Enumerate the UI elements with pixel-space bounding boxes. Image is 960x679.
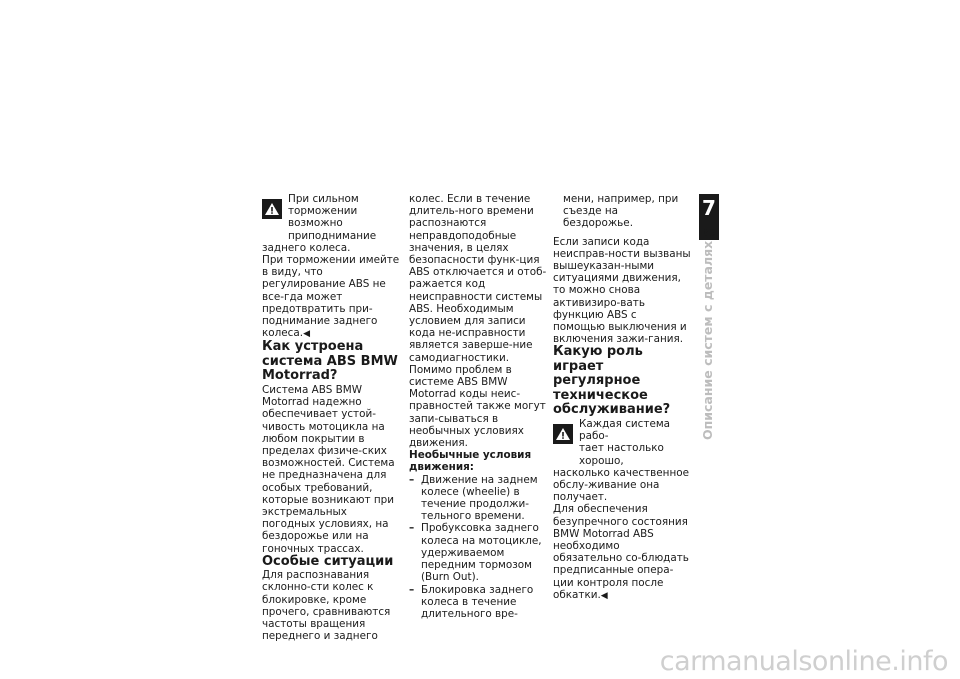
text-column-2 (409, 193, 547, 620)
text-column-3 (553, 193, 691, 602)
warning-block-1 (262, 193, 402, 242)
list-item-continuation: мени, например, при съезде на бездорожье. (563, 193, 679, 230)
warning-text-rest: насколько качественное обслу-живание она получает. (553, 466, 690, 504)
section-heading: Какую роль играет регулярное техническое обслуживание? (553, 344, 671, 418)
paragraph: колес. Если в течение длитель-ного времени распознаются неправдоподобные значения, в целях безопасности функ-ция ABS отключается и отоб-ражается код неисправности системы ABS. Необходимым условием для записи кода не-исправности является заверше-ние самодиагностики. (409, 193, 547, 364)
text-column-1 (262, 193, 402, 643)
warning-triangle-icon (553, 424, 573, 444)
warning-text-line: тает настолько хорошо, (579, 442, 664, 467)
list-item: – Пробуксовка заднего колеса на мотоцикле, удерживаемом передним тормозом (Burn Out). (409, 522, 547, 583)
list-item: – Движение на заднем колесе (wheelie) в течение продолжи-тельного времени. (409, 474, 547, 523)
paragraph: Для распознавания склонно-сти колес к блокировке, кроме прочего, сравниваются частоты вращения переднего и заднего (262, 569, 391, 643)
chapter-side-title: Описание систем с деталях (700, 240, 715, 440)
paragraph: Для обеспечения безупречного состояния BMW Motorrad ABS необходимо обязательно со-блюдать предписанные опера-ции контроля после обкатки.◀ (553, 503, 689, 601)
warning-triangle-icon (262, 199, 282, 219)
end-mark-icon: ◀ (303, 329, 310, 340)
paragraph: Система ABS BMW Motorrad надежно обеспечивает устой-чивость мотоцикла на любом покрытии в пределах физиче-ских возможностей. Система не предназначена для особых требований, которые возникают при экстремальных погодных условиях, на бездорожье или на гоночных трассах. (262, 383, 395, 555)
warning-text-rest: заднего колеса. (262, 241, 351, 254)
warning-text-line: При сильном торможении (288, 193, 359, 218)
section-heading: Особые ситуации (262, 553, 394, 569)
paragraph: При торможении имейте в виду, что регулирование ABS не все-гда может предотвратить при-поднимание заднего колеса.◀ (262, 254, 400, 340)
subheading: Необычные условия движения: (409, 449, 532, 474)
chapter-number: 7 (702, 196, 716, 220)
paragraph: Если записи кода неисправ-ности вызваны вышеуказан-ными ситуациями движения, то можно снова активизиро-вать функцию ABS с помощью выключения и включения зажи-гания. (553, 235, 691, 346)
warning-block-2 (553, 418, 691, 467)
warning-text-line: возможно приподнимание (288, 217, 377, 242)
paragraph: Помимо проблем в системе ABS BMW Motorrad коды неис-правностей также могут запи-сываться в необычных условиях движения. (409, 363, 546, 450)
end-mark-icon: ◀ (600, 590, 608, 601)
section-heading: Как устроена система ABS BMW Motorrad? (262, 339, 398, 384)
watermark: carmanualsonline.info (659, 646, 948, 677)
page-number: 83 (702, 228, 716, 239)
condition-list (409, 474, 547, 620)
warning-text-line: Каждая система рабо- (579, 417, 671, 443)
list-item: – Блокировка заднего колеса в течение длительного вре- (409, 584, 547, 621)
